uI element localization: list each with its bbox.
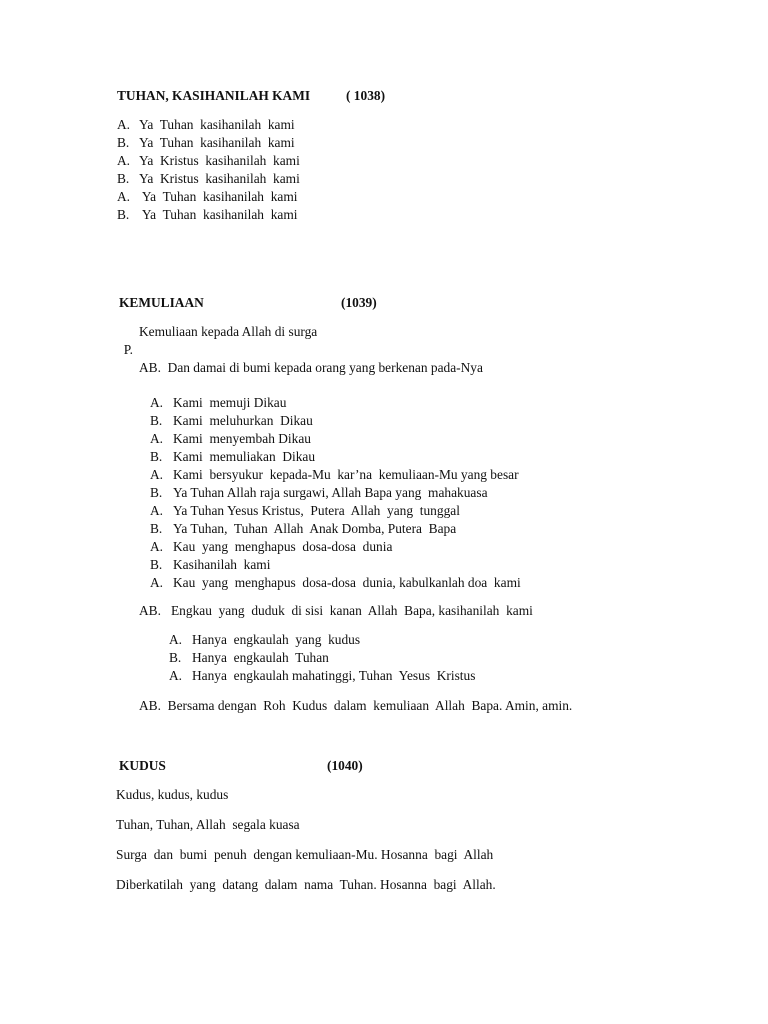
- section-1-list: [117, 116, 517, 224]
- list-marker: B.: [117, 171, 130, 186]
- kudus-line-3: Surga dan bumi penuh dengan kemuliaan-Mu. Hosanna bagi Allah: [116, 847, 494, 862]
- priest-marker: P.: [123, 342, 134, 357]
- list-text: Kami menyembah Dikau: [173, 431, 311, 446]
- list-marker: B.: [117, 135, 130, 150]
- list-marker: A.: [150, 575, 164, 590]
- section-1-number: ( 1038): [346, 88, 386, 103]
- list-item: [117, 152, 517, 170]
- list-text: Ya Tuhan Allah raja surgawi, Allah Bapa yang mahakuasa: [173, 485, 488, 500]
- list-item: [117, 170, 517, 188]
- list-text: Hanya engkaulah Tuhan: [192, 650, 329, 665]
- list-marker: A.: [169, 632, 183, 647]
- list-item: [169, 649, 569, 667]
- list-item: [150, 484, 630, 502]
- list-text: Ya Tuhan, Tuhan Allah Anak Domba, Putera Bapa: [173, 521, 457, 536]
- list-marker: A.: [150, 503, 164, 518]
- list-item: [117, 188, 517, 206]
- list-item: [150, 538, 630, 556]
- kudus-line-2: Tuhan, Tuhan, Allah segala kuasa: [116, 817, 300, 832]
- list-item: [117, 116, 517, 134]
- list-marker: A.: [117, 117, 131, 132]
- list-marker: A.: [117, 153, 131, 168]
- list-marker: B.: [150, 521, 163, 536]
- list-text: Hanya engkaulah mahatinggi, Tuhan Yesus Kristus: [192, 668, 476, 683]
- list-text: Ya Tuhan kasihanilah kami: [139, 135, 295, 150]
- list-text: Ya Kristus kasihanilah kami: [139, 171, 300, 186]
- list-marker: B.: [169, 650, 182, 665]
- list-text: Kasihanilah kami: [173, 557, 271, 572]
- list-marker: A.: [150, 467, 164, 482]
- list-text: Kau yang menghapus dosa-dosa dunia, kabulkanlah doa kami: [173, 575, 521, 590]
- list-item: [150, 394, 630, 412]
- section-2-list: [150, 394, 630, 592]
- response-ab-2: AB. Engkau yang duduk di sisi kanan Allah Bapa, kasihanilah kami: [139, 603, 533, 618]
- list-item: [117, 206, 517, 224]
- list-marker: A.: [169, 668, 183, 683]
- kudus-line-1: Kudus, kudus, kudus: [116, 787, 229, 802]
- list-text: Ya Tuhan kasihanilah kami: [139, 189, 298, 204]
- list-marker: A.: [150, 395, 164, 410]
- section-2-number: (1039): [341, 295, 377, 310]
- list-text: Ya Tuhan Yesus Kristus, Putera Allah yang tunggal: [173, 503, 460, 518]
- list-item: [150, 448, 630, 466]
- list-marker: A.: [117, 189, 131, 204]
- list-text: Kami bersyukur kepada-Mu kar’na kemuliaan-Mu yang besar: [173, 467, 519, 482]
- section-3-title: KUDUS: [119, 758, 166, 773]
- list-text: Kami meluhurkan Dikau: [173, 413, 313, 428]
- list-item: [169, 667, 569, 685]
- response-ab-1: AB. Dan damai di bumi kepada orang yang berkenan pada-Nya: [139, 360, 483, 375]
- response-ab-3: AB. Bersama dengan Roh Kudus dalam kemuliaan Allah Bapa. Amin, amin.: [139, 698, 573, 713]
- list-text: Ya Tuhan kasihanilah kami: [139, 207, 298, 222]
- section-2-title: KEMULIAAN: [119, 295, 204, 310]
- section-3-number: (1040): [327, 758, 363, 773]
- list-marker: A.: [150, 431, 164, 446]
- list-marker: B.: [117, 207, 130, 222]
- priest-line: [117, 323, 318, 359]
- list-item: [150, 466, 630, 484]
- list-text: Ya Tuhan kasihanilah kami: [139, 117, 295, 132]
- list-marker: B.: [150, 485, 163, 500]
- list-item: [150, 520, 630, 538]
- list-marker: A.: [150, 539, 164, 554]
- list-text: Hanya engkaulah yang kudus: [192, 632, 361, 647]
- list-text: Kau yang menghapus dosa-dosa dunia: [173, 539, 393, 554]
- list-item: [117, 134, 517, 152]
- priest-text: Kemuliaan kepada Allah di surga: [139, 324, 318, 339]
- list-text: Kami memuji Dikau: [173, 395, 287, 410]
- list-item: [150, 556, 630, 574]
- section-2-list-2: [169, 631, 569, 685]
- section-1-title: TUHAN, KASIHANILAH KAMI: [117, 88, 311, 103]
- list-item: [150, 574, 630, 592]
- list-text: Kami memuliakan Dikau: [173, 449, 316, 464]
- list-item: [169, 631, 569, 649]
- list-marker: B.: [150, 413, 163, 428]
- list-item: [150, 502, 630, 520]
- list-item: [150, 412, 630, 430]
- list-marker: B.: [150, 557, 163, 572]
- kudus-line-4: Diberkatilah yang datang dalam nama Tuhan. Hosanna bagi Allah.: [116, 877, 496, 892]
- list-item: [150, 430, 630, 448]
- list-marker: B.: [150, 449, 163, 464]
- list-text: Ya Kristus kasihanilah kami: [139, 153, 300, 168]
